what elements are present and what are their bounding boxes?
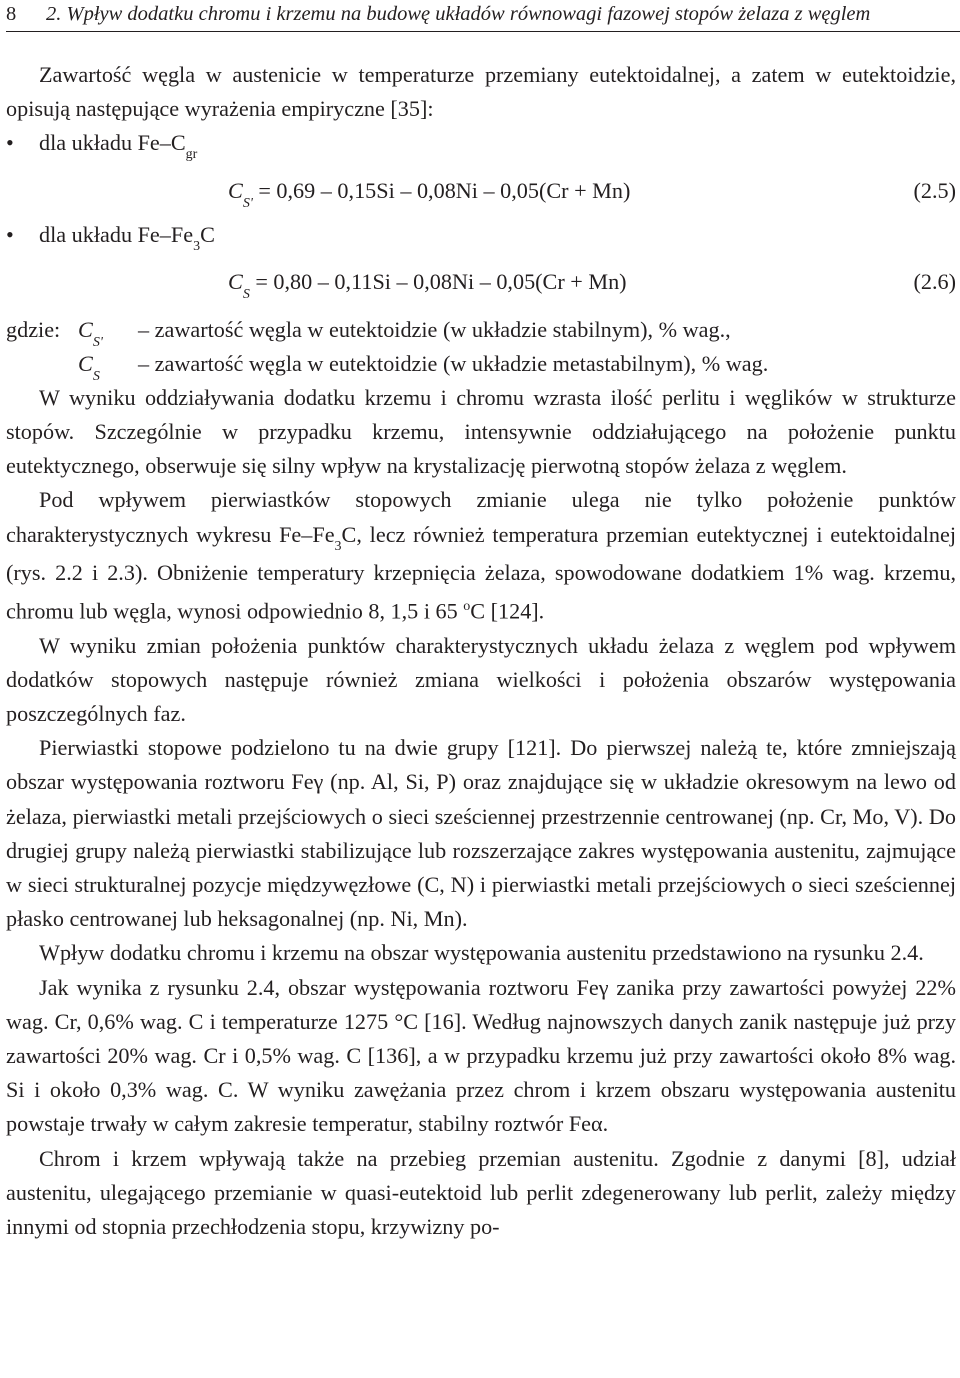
paragraph: Wpływ dodatku chromu i krzemu na obszar występowania austenitu przedstawiono na rysunku 2.4.	[39, 940, 924, 966]
equation-symbol: C	[228, 177, 243, 203]
definition-label: gdzie:	[6, 316, 61, 342]
equation-2-6	[6, 256, 956, 309]
equation-subscript: S	[242, 286, 250, 302]
paragraph: Pierwiastki stopowe podzielono tu na dwie grupy [121]. Do pierwszej należą te, które zmniejszają obszar występowania roztworu Feγ (np. Al, Si, P) oraz znajdujące się w układzie okresowym na lewo od żelaza, pierwiastki metali przejściowych o sieci sześciennej przestrzennie centrowanej (np. Cr, Mo, V). Do drugiej grupy należą pierwiastki stabilizujące lub rozszerzające zakres występowania austenitu, zajmujące w sieci strukturalnej pozycje międzywęzłowe (C, N) i pierwiastki metali przejściowych o sieci sześciennej płasko centrowanej lub heksagonalnej (np. Ni, Mn).	[6, 735, 956, 932]
definition-symbol	[78, 313, 103, 351]
bullet-text-after: C	[200, 221, 215, 247]
running-title: 2. Wpływ dodatku chromu i krzemu na budowę układów równowagi fazowej stopów żelaza z węglem	[46, 3, 871, 25]
paragraph: Chrom i krzem wpływają także na przebieg przemian austenitu. Zgodnie z danymi [8], udział austenitu, ulegającego przemianie w quasi-eutektoid lub perlit zdegenerowany lub perlit, zależy między innymi od stopnia przechłodzenia stopu, krzywizny po-	[6, 1145, 956, 1240]
equation-number: (2.5)	[913, 177, 956, 203]
definition-text: – zawartość węgla w eutektoidzie (w układzie stabilnym), % wag.,	[138, 316, 731, 342]
definition-row	[6, 347, 956, 384]
symbol-letter: C	[78, 350, 93, 376]
bullet-mark: •	[6, 130, 14, 156]
equation-subscript: S'	[242, 195, 253, 211]
paragraph-superscript: o	[463, 599, 471, 615]
symbol-subscript: S	[92, 368, 100, 384]
definition-text: – zawartość węgla w eutektoidzie (w układzie metastabilnym), % wag.	[138, 350, 769, 376]
bullet-subscript: 3	[193, 238, 201, 254]
bullet-subscript: gr	[185, 147, 198, 163]
bullet-mark: •	[6, 221, 14, 247]
page-body	[6, 58, 956, 1244]
bullet-fe-fe3c	[6, 218, 956, 256]
paragraph: W wyniku oddziaływania dodatku krzemu i chromu wzrasta ilość perlitu i węglików w strukturze stopów. Szczególnie w przypadku krzemu, intensywnie oddziałującego na położenie punktu eutektycznego, obserwuje się silny wpływ na krystalizację pierwotną stopów żelaza z węglem.	[6, 384, 956, 479]
paragraph	[6, 483, 956, 628]
bullet-fe-cgr	[6, 126, 956, 164]
paragraph-text: C [124].	[470, 598, 545, 624]
bullet-text: dla układu Fe–C	[39, 130, 186, 156]
equation-symbol: C	[228, 268, 243, 294]
intro-paragraph: Zawartość węgla w austenicie w temperaturze przemiany eutektoidalnej, a zatem w eutektoidzie, opisują następujące wyrażenia empiryczne [35]:	[6, 62, 956, 122]
definition-symbol	[78, 347, 100, 385]
equation-expression: = 0,80 – 0,11Si – 0,08Ni – 0,05(Cr + Mn)	[249, 268, 627, 294]
paragraph-subscript: 3	[334, 538, 342, 554]
equation-body	[228, 265, 627, 303]
page-header	[6, 0, 960, 34]
paragraph: Jak wynika z rysunku 2.4, obszar występowania roztworu Feγ zanika przy zawartości powyżej 22% wag. Cr, 0,6% wag. C i temperaturze 1275 °C [16]. Według najnowszych danych zanik następuje już przy zawartości 20% wag. Cr i 0,5% wag. C [136], a w przypadku krzemu już przy zawartości około 8% wag. Si i około 0,3% wag. C. W wyniku zawężania przez chrom i krzem obszaru występowania austenitu powstaje trwały w całym zakresie temperatur, stabilny roztwór Feα.	[6, 974, 956, 1137]
symbol-subscript: S'	[92, 334, 103, 350]
paragraph-text: Pod wpływem pierwiastków stopowych zmianie ulega nie tylko położenie punktów charakterystycznych wykresu Fe–Fe	[6, 487, 956, 547]
header-rule	[6, 31, 960, 32]
definition-row	[6, 313, 956, 350]
paragraph: W wyniku zmian położenia punktów charakterystycznych układu żelaza z węglem pod wpływem dodatków stopowych następuje również zmiana wielkości i położenia obszarów występowania poszczególnych faz.	[6, 632, 956, 727]
equation-expression: = 0,69 – 0,15Si – 0,08Ni – 0,05(Cr + Mn)	[252, 177, 631, 203]
paragraph-text: C, lecz również temperatura przemian eutektycznej i eutektoidalnej (rys. 2.2 i 2.3). Obniżenie temperatury krzepnięcia żelaza, spowodowane dodatkiem 1% wag. krzemu, chromu lub węgla, wynosi odpowiednio 8, 1,5 i 65	[6, 521, 956, 624]
bullet-text: dla układu Fe–Fe	[39, 221, 194, 247]
equation-body	[228, 174, 630, 212]
symbol-letter: C	[78, 316, 93, 342]
page-number: 8	[6, 3, 17, 25]
equation-2-5	[6, 165, 956, 218]
equation-number: (2.6)	[913, 268, 956, 294]
